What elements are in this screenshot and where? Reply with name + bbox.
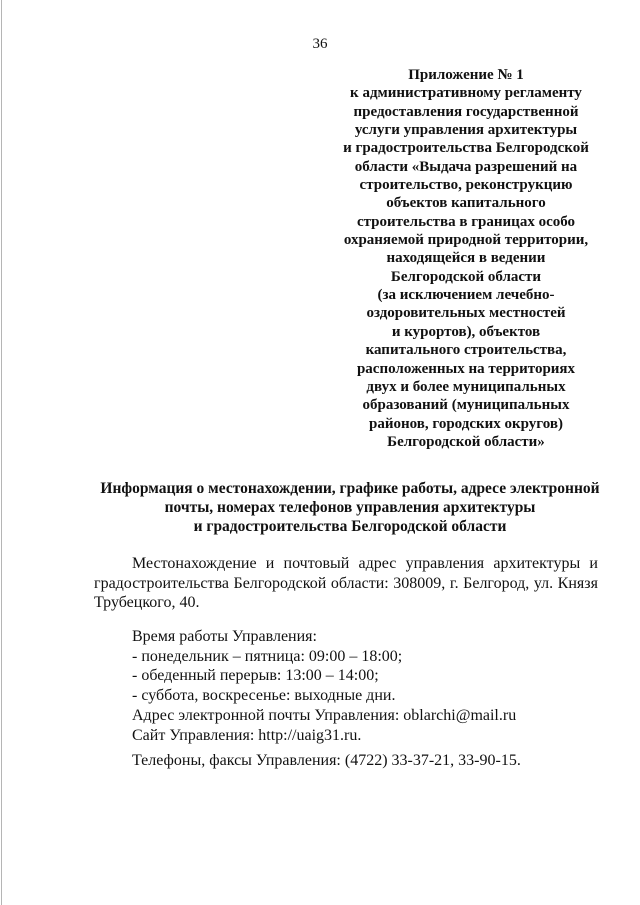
- email-line: Адрес электронной почты Управления: oblarchi@mail.ru: [132, 707, 517, 724]
- word: и: [589, 555, 598, 572]
- word: г.: [449, 574, 459, 592]
- appendix-line: образований (муниципальных: [362, 397, 570, 414]
- info-title-line: и градостроительства Белгородской области: [193, 518, 507, 535]
- word: управления: [405, 555, 485, 572]
- info-title-line: Информация о местонахождении, графике работы, адресе электронной: [100, 480, 600, 497]
- appendix-line: и градостроительства Белгородской: [343, 140, 589, 157]
- appendix-line: двух и более муниципальных: [366, 378, 566, 395]
- appendix-line: Приложение № 1: [408, 67, 524, 83]
- word: почтовый: [283, 555, 350, 572]
- appendix-line: услуги управления архитектуры: [354, 122, 578, 139]
- info-title: [60, 479, 640, 536]
- word: 308009,: [393, 574, 446, 592]
- word: и: [265, 555, 275, 572]
- address-line-2: [94, 574, 598, 594]
- address-line-3: Трубецкого, 40.: [94, 594, 200, 611]
- appendix-line: Белгородской области: [390, 268, 542, 285]
- scan-edge-line: [1, 0, 2, 905]
- appendix-line: строительства в границах особо: [356, 213, 576, 230]
- contacts-block: [132, 706, 592, 745]
- phones-line: Телефоны, факсы Управления: (4722) 33-37-21, 33-90-15.: [132, 752, 521, 769]
- working-hours-title: Время работы Управления:: [132, 628, 317, 645]
- word: ул.: [533, 574, 554, 592]
- appendix-line: расположенных на территориях: [356, 360, 576, 377]
- appendix-line: (за исключением лечебно-: [377, 287, 555, 304]
- word: архитектуры: [493, 555, 581, 572]
- page-number: 36: [312, 36, 328, 52]
- appendix-heading: [340, 66, 592, 451]
- info-title-line: почты, номерах телефонов управления архитектуры: [164, 499, 536, 516]
- appendix-line: районов, городских округов): [369, 415, 563, 432]
- address-line-1: [94, 554, 598, 574]
- word: Местонахождение: [132, 555, 257, 572]
- word: градостроительства: [94, 574, 229, 592]
- word: области:: [330, 574, 389, 592]
- appendix-line: находящейся в ведении: [386, 250, 546, 267]
- website-line: Сайт Управления: http://uaig31.ru.: [132, 726, 362, 744]
- word: адрес: [358, 555, 397, 572]
- appendix-line: охраняемой природной территории,: [343, 232, 589, 249]
- word: Белгород,: [463, 574, 530, 592]
- working-hours-item: - понедельник – пятница: 09:00 – 18:00;: [132, 647, 403, 665]
- working-hours-item: - суббота, воскресенье: выходные дни.: [132, 686, 396, 704]
- working-hours: [132, 627, 592, 705]
- appendix-line: строительство, реконструкцию: [359, 177, 573, 194]
- appendix-line: капитального строительства,: [365, 342, 567, 359]
- appendix-line: и курортов), объектов: [391, 323, 541, 340]
- appendix-line: предоставления государственной: [353, 103, 579, 120]
- appendix-line: Белгородской области»: [387, 433, 545, 450]
- word: Белгородской: [233, 574, 327, 592]
- appendix-line: к административному регламенту: [350, 85, 582, 102]
- appendix-line: объектов капитального: [386, 195, 546, 212]
- appendix-line: области «Выдача разрешений на: [354, 158, 578, 175]
- working-hours-item: - обеденный перерыв: 13:00 – 14:00;: [132, 667, 379, 684]
- word: Князя: [557, 574, 598, 592]
- address-paragraph: [94, 554, 598, 613]
- appendix-line: оздоровительных местностей: [366, 305, 566, 322]
